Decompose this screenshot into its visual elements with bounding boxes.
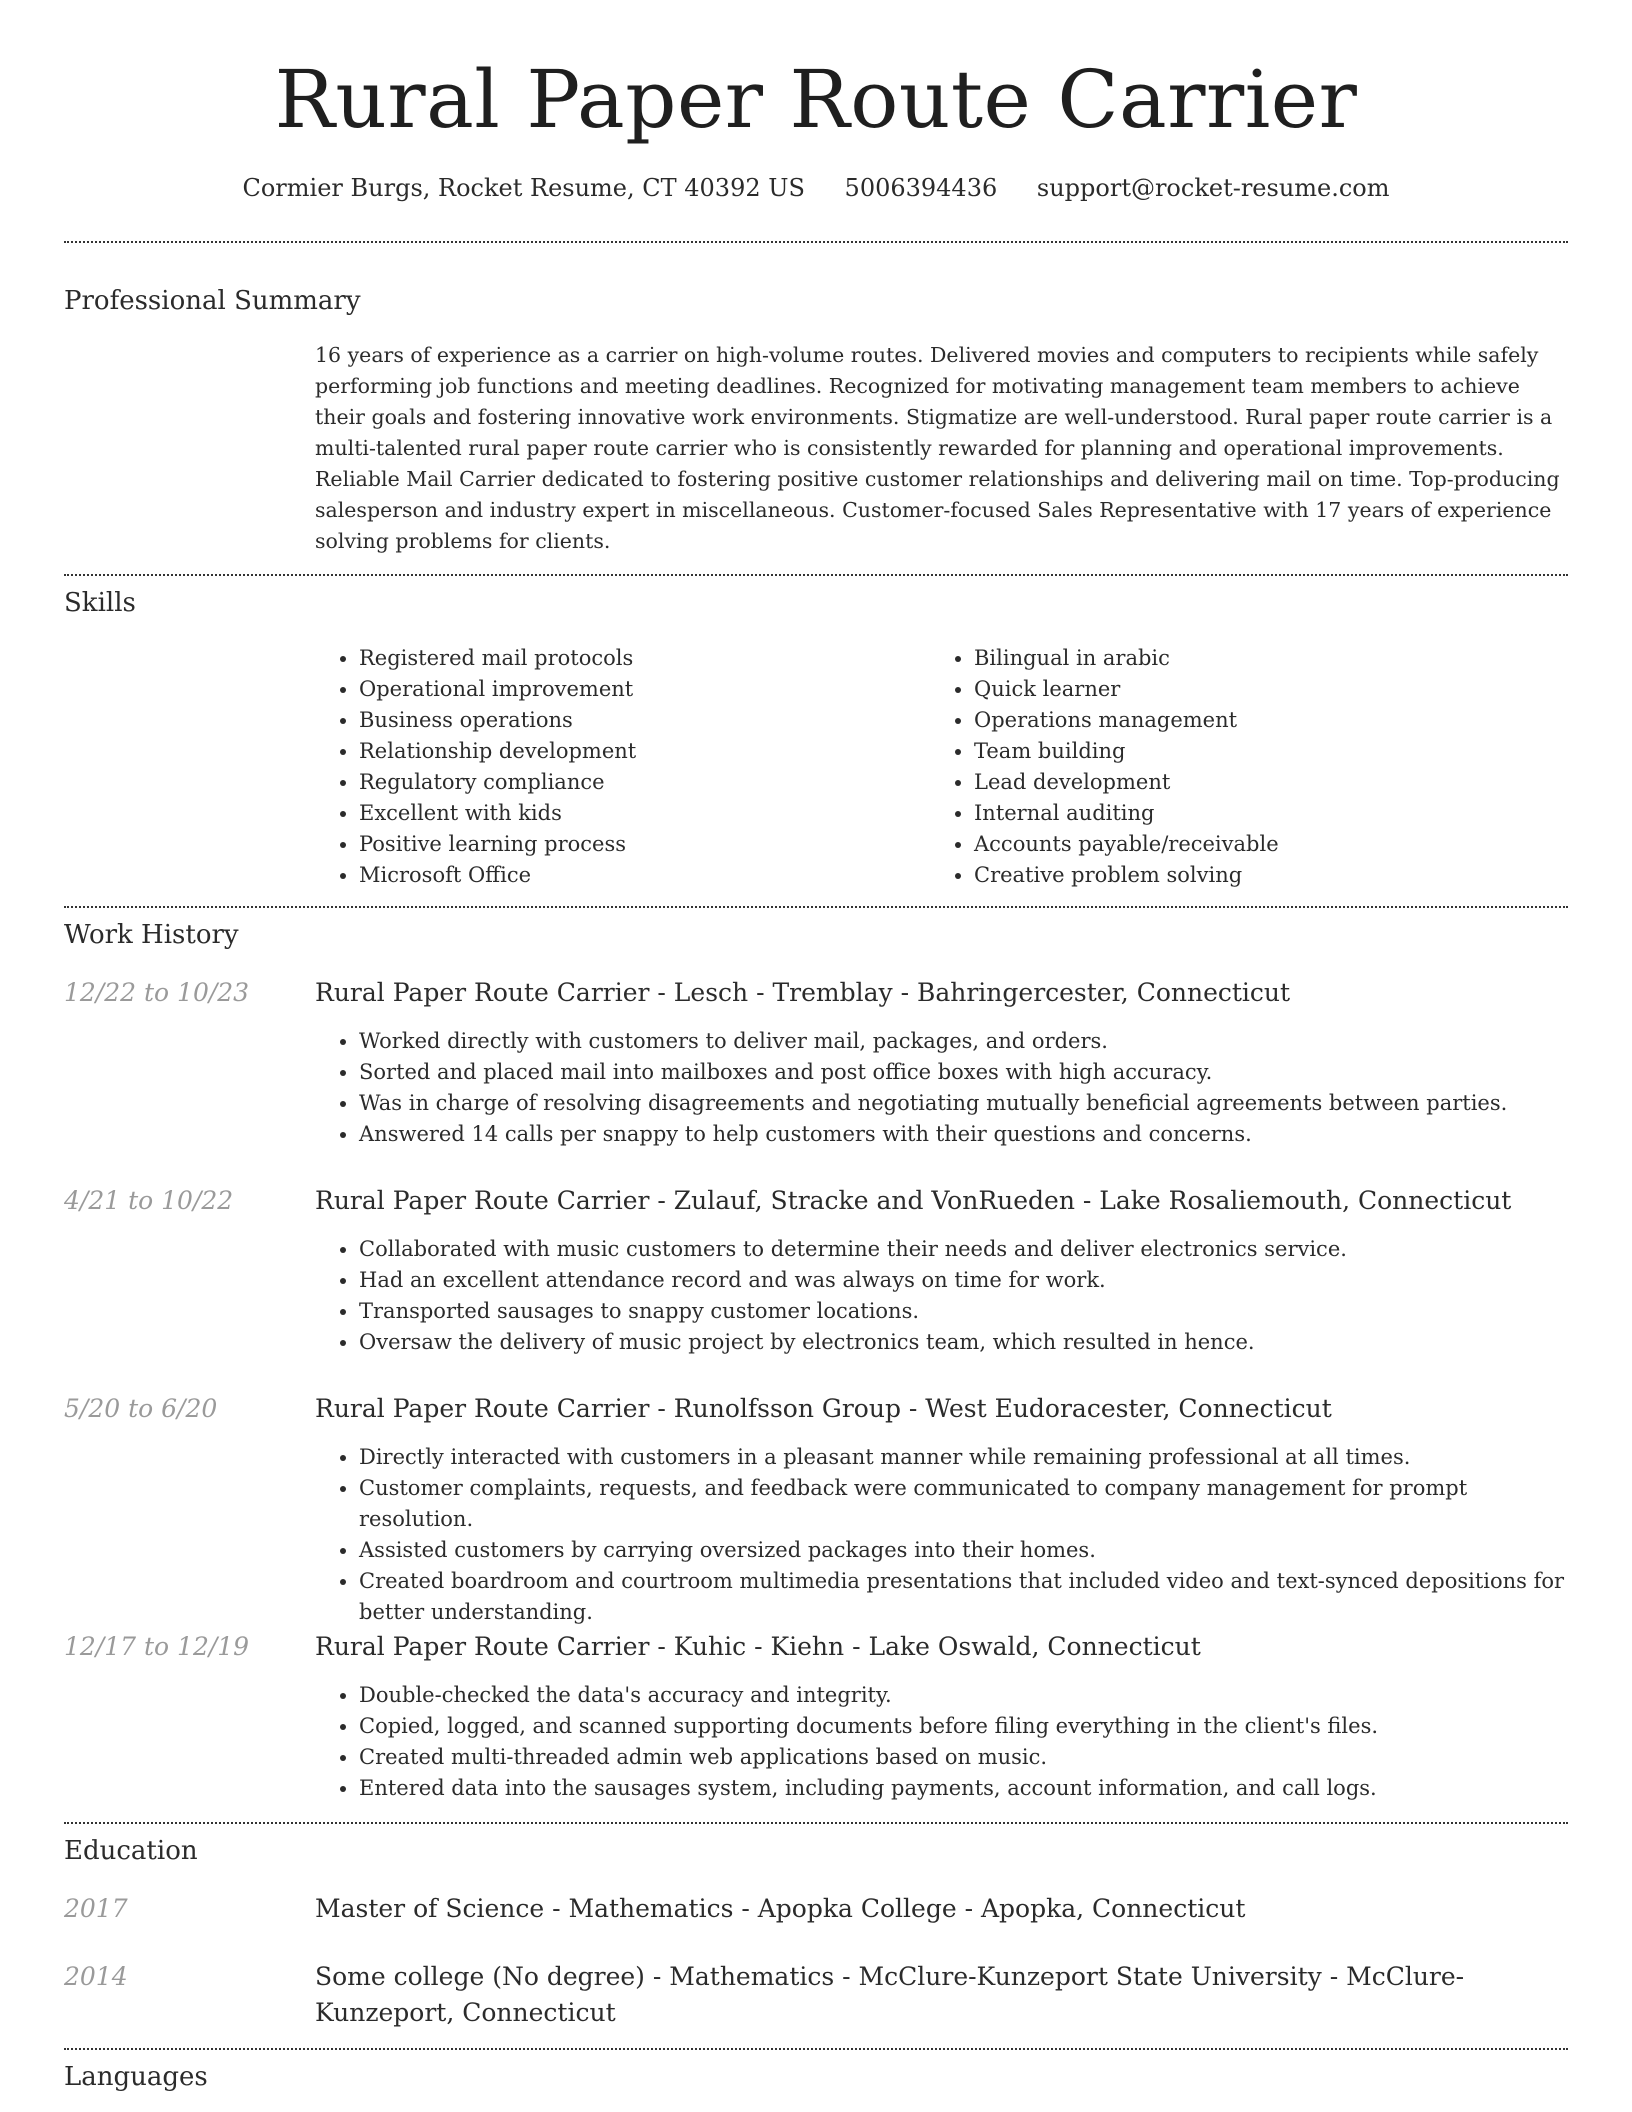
education-year: 2017: [64, 1894, 128, 1923]
skill-item: • Excellent with kids: [359, 798, 915, 829]
education-heading: Master of Science - Mathematics - Apopka College - Apopka, Connecticut: [315, 1894, 1246, 1923]
contact-email: support@rocket-resume.com: [1036, 174, 1390, 202]
summary-text: 16 years of experience as a carrier on high-volume routes. Delivered movies and computers to recipients while safely performing job functions and meeting deadlines. Recognized for motivating management team members to achieve their goals and fostering innovative work environments. Stigmatize are well-understood. Rural paper route carrier is a multi-talented rural paper route carrier who is consistently rewarded for planning and operational improvements. Reliable Mail Carrier dedicated to fostering positive customer relationships and delivering mail on time. Top-producing salesperson and industry expert in miscellaneous. Customer-focused Sales Representative with 17 years of experience solving problems for clients.: [315, 343, 1560, 553]
job-heading: Rural Paper Route Carrier - Runolfsson Group - West Eudoracester, Connecticut: [315, 1394, 1332, 1423]
contact-phone: 5006394436: [844, 174, 998, 202]
work-history-title: Work History: [64, 920, 239, 950]
section-divider: [64, 1822, 1568, 1824]
skills-title: Skills: [64, 588, 136, 618]
contact-address: Cormier Burgs, Rocket Resume, CT 40392 US: [242, 174, 805, 202]
job-bullet: • Had an excellent attendance record and was always on time for work.: [359, 1265, 1568, 1296]
skill-item: • Bilingual in arabic: [974, 643, 1530, 674]
education-heading: Some college (No degree) - Mathematics - McClure-Kunzeport State University - McClure-Kunzeport, Connecticut: [315, 1962, 1465, 2027]
skill-item: • Lead development: [974, 767, 1530, 798]
job-bullet: • Was in charge of resolving disagreements and negotiating mutually beneficial agreements between parties.: [359, 1088, 1568, 1119]
skill-item: • Business operations: [359, 705, 915, 736]
job-heading: Rural Paper Route Carrier - Zulauf, Stracke and VonRueden - Lake Rosaliemouth, Connecticut: [315, 1186, 1512, 1215]
job-bullet: • Copied, logged, and scanned supporting documents before filing everything in the client's files.: [359, 1711, 1568, 1742]
job-bullet: • Double-checked the data's accuracy and integrity.: [359, 1680, 1568, 1711]
job-heading: Rural Paper Route Carrier - Kuhic - Kiehn - Lake Oswald, Connecticut: [315, 1632, 1201, 1661]
job-bullet: • Created multi-threaded admin web applications based on music.: [359, 1742, 1568, 1773]
skills-left-column: [315, 643, 915, 891]
job-dates: 12/17 to 12/19: [64, 1632, 250, 1661]
job-bullet: • Created boardroom and courtroom multimedia presentations that included video and text-synced depositions for better understanding.: [359, 1566, 1568, 1628]
job-bullets: [315, 1026, 1568, 1150]
skill-item: • Operational improvement: [359, 674, 915, 705]
education-title: Education: [64, 1836, 198, 1866]
summary-title: Professional Summary: [64, 286, 361, 316]
contact-line: [0, 170, 1632, 206]
skill-item: • Team building: [974, 736, 1530, 767]
job-bullet: • Oversaw the delivery of music project by electronics team, which resulted in hence.: [359, 1327, 1568, 1358]
section-divider: [64, 906, 1568, 908]
job-bullet: • Worked directly with customers to deliver mail, packages, and orders.: [359, 1026, 1568, 1057]
skill-item: • Internal auditing: [974, 798, 1530, 829]
skill-item: • Positive learning process: [359, 829, 915, 860]
languages-title: Languages: [64, 2062, 208, 2092]
skill-item: • Relationship development: [359, 736, 915, 767]
section-divider: [64, 241, 1568, 243]
skill-item: • Microsoft Office: [359, 860, 915, 891]
job-bullet: • Collaborated with music customers to determine their needs and deliver electronics service.: [359, 1234, 1568, 1265]
job-dates: 4/21 to 10/22: [64, 1186, 234, 1215]
skill-item: • Quick learner: [974, 674, 1530, 705]
job-bullet: • Assisted customers by carrying oversized packages into their homes.: [359, 1535, 1568, 1566]
skill-item: • Registered mail protocols: [359, 643, 915, 674]
skill-item: • Operations management: [974, 705, 1530, 736]
job-bullet: • Entered data into the sausages system, including payments, account information, and call logs.: [359, 1773, 1568, 1804]
skill-item: • Creative problem solving: [974, 860, 1530, 891]
section-divider: [64, 2048, 1568, 2050]
education-year: 2014: [64, 1962, 128, 1991]
skill-item: • Accounts payable/receivable: [974, 829, 1530, 860]
skills-right-column: [930, 643, 1530, 891]
job-bullet: • Transported sausages to snappy customer locations.: [359, 1296, 1568, 1327]
job-dates: 5/20 to 6/20: [64, 1394, 218, 1423]
section-divider: [64, 574, 1568, 576]
job-bullet: • Directly interacted with customers in a pleasant manner while remaining professional at all times.: [359, 1442, 1568, 1473]
job-heading: Rural Paper Route Carrier - Lesch - Tremblay - Bahringercester, Connecticut: [315, 978, 1291, 1007]
job-bullets: [315, 1680, 1568, 1804]
job-bullets: [315, 1234, 1568, 1358]
job-bullet: • Customer complaints, requests, and feedback were communicated to company management for prompt resolution.: [359, 1473, 1568, 1535]
job-bullet: • Answered 14 calls per snappy to help customers with their questions and concerns.: [359, 1119, 1568, 1150]
job-dates: 12/22 to 10/23: [64, 978, 250, 1007]
job-bullets: [315, 1442, 1568, 1628]
resume-name: Rural Paper Route Carrier: [274, 53, 1358, 146]
skill-item: • Regulatory compliance: [359, 767, 915, 798]
job-bullet: • Sorted and placed mail into mailboxes and post office boxes with high accuracy.: [359, 1057, 1568, 1088]
